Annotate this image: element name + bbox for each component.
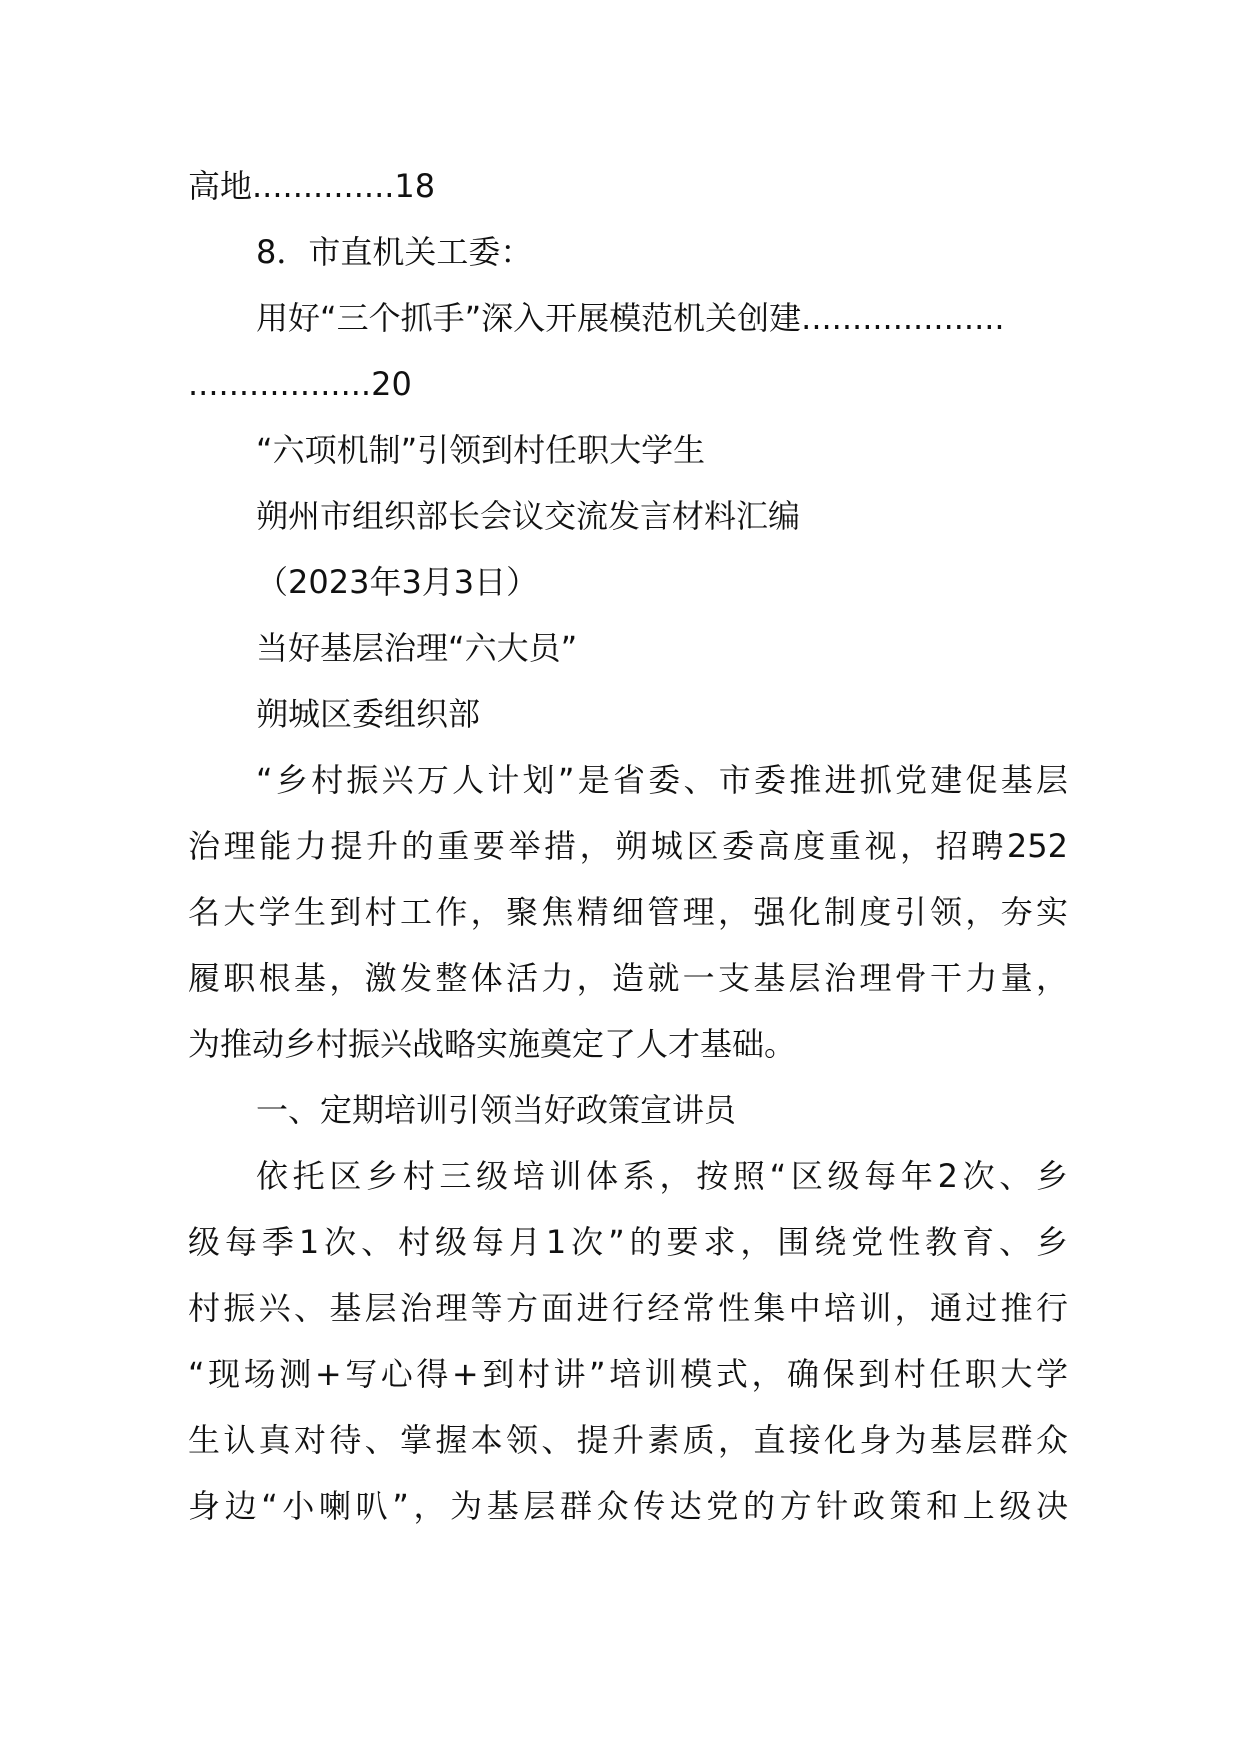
paragraph-line: “乡村振兴万人计划”是省委、市委推进抓党建促基层 xyxy=(256,761,1068,799)
paragraph-line: 为推动乡村振兴战略实施奠定了人才基础。 xyxy=(188,1025,797,1063)
paragraph-line: 村振兴、基层治理等方面进行经常性集中培训，通过推行 xyxy=(188,1289,1068,1327)
paragraph-line: 履职根基，激发整体活力，造就一支基层治理骨干力量， xyxy=(188,959,1068,997)
article-title: 当好基层治理“六大员” xyxy=(256,629,578,667)
article-author: 朔城区委组织部 xyxy=(256,695,481,733)
document-date: （2023年3月3日） xyxy=(256,563,539,601)
section-heading: 一、定期培训引领当好政策宣讲员 xyxy=(256,1091,737,1129)
toc-entry-continuation: ..................20 xyxy=(188,365,412,403)
paragraph-line: 名大学生到村工作，聚焦精细管理，强化制度引领，夯实 xyxy=(188,893,1068,931)
paragraph-line: 生认真对待、掌握本领、提升素质，直接化身为基层群众 xyxy=(188,1421,1068,1459)
paragraph-line: 身边“小喇叭”，为基层群众传达党的方针政策和上级决 xyxy=(188,1487,1068,1525)
toc-section-heading: 8．市直机关工委： xyxy=(256,233,533,271)
paragraph-line: 依托区乡村三级培训体系，按照“区级每年2次、乡 xyxy=(256,1157,1068,1195)
paragraph-line: 级每季1次、村级每月1次”的要求，围绕党性教育、乡 xyxy=(188,1223,1068,1261)
toc-entry: “六项机制”引领到村任职大学生 xyxy=(256,431,706,469)
toc-entry-continuation: 高地..............18 xyxy=(188,167,436,205)
paragraph-line: “现场测+写心得+到村讲”培训模式，确保到村任职大学 xyxy=(188,1355,1068,1393)
document-title: 朔州市组织部长会议交流发言材料汇编 xyxy=(256,497,801,535)
paragraph-line: 治理能力提升的重要举措，朔城区委高度重视，招聘252 xyxy=(188,827,1068,865)
toc-entry: 用好“三个抓手”深入开展模范机关创建.................... xyxy=(256,299,1005,337)
